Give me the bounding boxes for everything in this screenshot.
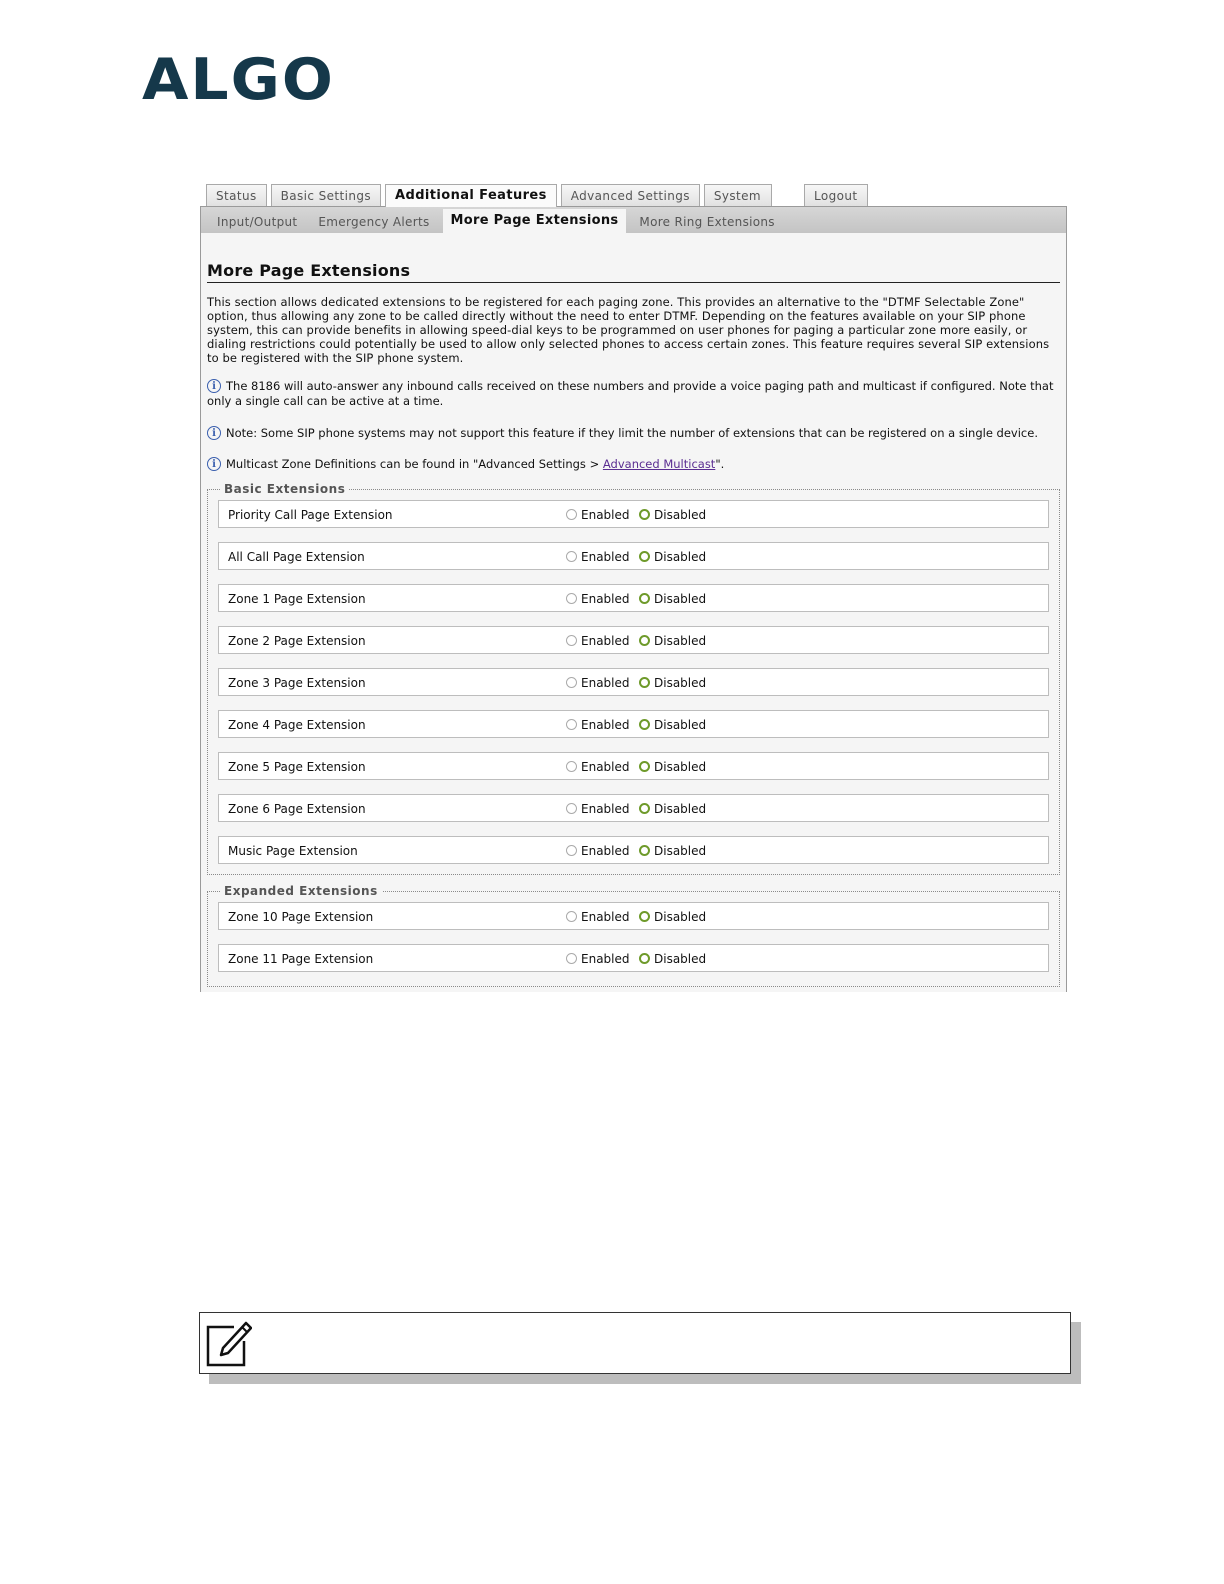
info-icon: i xyxy=(207,426,221,440)
content xyxy=(201,261,1066,987)
info-sip-note xyxy=(207,426,1060,441)
enabled-label[interactable]: Enabled xyxy=(581,592,630,606)
extension-row xyxy=(218,542,1049,570)
disabled-label[interactable]: Disabled xyxy=(654,952,707,966)
music-page-extension-enabled-radio[interactable] xyxy=(566,845,577,856)
info-multicast xyxy=(207,457,1060,472)
disabled-label[interactable]: Disabled xyxy=(654,760,707,774)
extension-label: Zone 6 Page Extension xyxy=(228,802,366,816)
advanced-multicast-link[interactable]: Advanced Multicast xyxy=(602,457,716,471)
enabled-label[interactable]: Enabled xyxy=(581,760,630,774)
zone-4-page-extension-disabled-radio[interactable] xyxy=(639,719,650,730)
extension-label: All Call Page Extension xyxy=(228,550,365,564)
zone-10-page-extension-disabled-radio[interactable] xyxy=(639,911,650,922)
page-title: More Page Extensions xyxy=(207,261,1060,283)
all-call-page-extension-disabled-radio[interactable] xyxy=(639,551,650,562)
disabled-label[interactable]: Disabled xyxy=(654,592,707,606)
extension-label: Zone 10 Page Extension xyxy=(228,910,374,924)
zone-1-page-extension-enabled-radio[interactable] xyxy=(566,593,577,604)
zone-1-page-extension-disabled-radio[interactable] xyxy=(639,593,650,604)
main-tabs xyxy=(206,184,872,207)
extension-label: Zone 3 Page Extension xyxy=(228,676,366,690)
tab-basic-settings[interactable]: Basic Settings xyxy=(271,184,381,206)
zone-2-page-extension-enabled-radio[interactable] xyxy=(566,635,577,646)
zone-6-page-extension-enabled-radio[interactable] xyxy=(566,803,577,814)
disabled-label[interactable]: Disabled xyxy=(654,634,707,648)
music-page-extension-disabled-radio[interactable] xyxy=(639,845,650,856)
tab-system[interactable]: System xyxy=(704,184,772,206)
extension-label: Zone 4 Page Extension xyxy=(228,718,366,732)
subtab-input-output[interactable]: Input/Output xyxy=(217,215,298,229)
extension-row xyxy=(218,944,1049,972)
enabled-label[interactable]: Enabled xyxy=(581,844,630,858)
zone-6-page-extension-disabled-radio[interactable] xyxy=(639,803,650,814)
enabled-label[interactable]: Enabled xyxy=(581,634,630,648)
info-icon: i xyxy=(207,379,221,393)
enabled-label[interactable]: Enabled xyxy=(581,952,630,966)
zone-3-page-extension-enabled-radio[interactable] xyxy=(566,677,577,688)
extension-row xyxy=(218,836,1049,864)
zone-3-page-extension-disabled-radio[interactable] xyxy=(639,677,650,688)
priority-call-page-extension-enabled-radio[interactable] xyxy=(566,509,577,520)
screenshot xyxy=(200,184,1068,992)
tab-advanced-settings[interactable]: Advanced Settings xyxy=(561,184,700,206)
info-auto-answer xyxy=(207,379,1060,409)
tab-status[interactable]: Status xyxy=(206,184,267,206)
main-panel xyxy=(200,206,1067,992)
extension-label: Zone 11 Page Extension xyxy=(228,952,374,966)
disabled-label[interactable]: Disabled xyxy=(654,910,707,924)
zone-11-page-extension-enabled-radio[interactable] xyxy=(566,953,577,964)
enabled-label[interactable]: Enabled xyxy=(581,676,630,690)
extension-label: Zone 1 Page Extension xyxy=(228,592,366,606)
enabled-label[interactable]: Enabled xyxy=(581,910,630,924)
enabled-label[interactable]: Enabled xyxy=(581,802,630,816)
tab-logout[interactable]: Logout xyxy=(804,184,868,206)
extension-row xyxy=(218,794,1049,822)
disabled-label[interactable]: Disabled xyxy=(654,718,707,732)
extension-label: Priority Call Page Extension xyxy=(228,508,393,522)
subtab-more-ring-extensions[interactable]: More Ring Extensions xyxy=(639,215,775,229)
info-auto-answer-text: The 8186 will auto-answer any inbound calls received on these numbers and provide a voice paging path and multicast if configured. Note that only a single call can be active at a time. xyxy=(207,379,1054,408)
extension-label: Zone 2 Page Extension xyxy=(228,634,366,648)
extension-row xyxy=(218,710,1049,738)
note-box xyxy=(199,1312,1071,1374)
disabled-label[interactable]: Disabled xyxy=(654,550,707,564)
priority-call-page-extension-disabled-radio[interactable] xyxy=(639,509,650,520)
zone-2-page-extension-disabled-radio[interactable] xyxy=(639,635,650,646)
disabled-label[interactable]: Disabled xyxy=(654,844,707,858)
extension-row xyxy=(218,668,1049,696)
algo-logo: ALGO xyxy=(142,46,335,114)
extension-label: Music Page Extension xyxy=(228,844,358,858)
info-multicast-suffix: ". xyxy=(715,457,725,471)
info-multicast-prefix: Multicast Zone Definitions can be found in "Advanced Settings > xyxy=(226,457,603,471)
extension-label: Zone 5 Page Extension xyxy=(228,760,366,774)
enabled-label[interactable]: Enabled xyxy=(581,718,630,732)
enabled-label[interactable]: Enabled xyxy=(581,550,630,564)
zone-4-page-extension-enabled-radio[interactable] xyxy=(566,719,577,730)
extension-row xyxy=(218,500,1049,528)
enabled-label[interactable]: Enabled xyxy=(581,508,630,522)
extension-row xyxy=(218,584,1049,612)
zone-5-page-extension-enabled-radio[interactable] xyxy=(566,761,577,772)
subtab-more-page-extensions[interactable]: More Page Extensions xyxy=(443,209,627,233)
zone-10-page-extension-enabled-radio[interactable] xyxy=(566,911,577,922)
subtab-emergency-alerts[interactable]: Emergency Alerts xyxy=(318,215,430,229)
expanded-extensions-fieldset xyxy=(207,884,1060,987)
info-sip-note-text: Note: Some SIP phone systems may not support this feature if they limit the number of extensions that can be registered on a single device. xyxy=(226,426,1038,440)
sub-tabs xyxy=(201,207,1066,233)
expanded-extensions-legend: Expanded Extensions xyxy=(220,884,382,898)
extension-row xyxy=(218,752,1049,780)
disabled-label[interactable]: Disabled xyxy=(654,676,707,690)
extension-row xyxy=(218,626,1049,654)
disabled-label[interactable]: Disabled xyxy=(654,802,707,816)
tab-additional-features[interactable]: Additional Features xyxy=(385,184,557,207)
page-description: This section allows dedicated extensions to be registered for each paging zone. This provides an alternative to the "DTMF Selectable Zone" option, thus allowing any zone to be called directly without the need to enter DTMF. Depending on the features available on your SIP phone system, this can provide benefits in allowing speed-dial keys to be programmed on user phones for paging a particular zone more easily, or dialing restrictions could potentially be used to allow only selected phones to access certain zones. This feature requires several SIP extensions to be registered with the SIP phone system. xyxy=(207,295,1050,365)
basic-extensions-legend: Basic Extensions xyxy=(220,482,349,496)
all-call-page-extension-enabled-radio[interactable] xyxy=(566,551,577,562)
zone-5-page-extension-disabled-radio[interactable] xyxy=(639,761,650,772)
pencil-note-icon xyxy=(204,1321,252,1369)
zone-11-page-extension-disabled-radio[interactable] xyxy=(639,953,650,964)
extension-row xyxy=(218,902,1049,930)
info-icon: i xyxy=(207,457,221,471)
disabled-label[interactable]: Disabled xyxy=(654,508,707,522)
basic-extensions-fieldset xyxy=(207,482,1060,875)
